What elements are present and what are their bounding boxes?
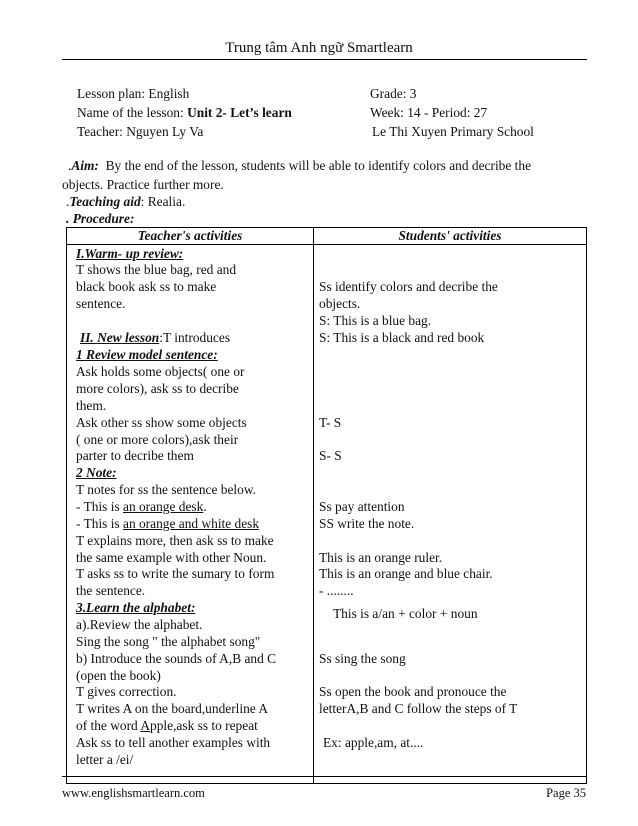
student-line: Ss open the book and pronouce the: [319, 684, 507, 699]
teaching-aid: .Teaching aid: Realia.: [66, 194, 186, 209]
new-lesson-title: II. New lesson: [80, 330, 160, 345]
student-line: - ........: [319, 583, 354, 598]
sentence-formula: This is a/an + color + noun: [333, 606, 478, 621]
teacher-line: them.: [76, 398, 107, 413]
new-lesson-heading: [80, 330, 230, 346]
alphabet-title: 3.Learn the alphabet:: [76, 600, 196, 615]
note-example-prefix: - This is: [76, 499, 123, 514]
teacher-line: ( one or more colors),ask their: [76, 432, 239, 447]
aim-line-2: objects. Practice further more.: [62, 177, 224, 192]
footer-divider: [62, 776, 587, 777]
teacher-line: a).Review the alphabet.: [76, 617, 203, 632]
lesson-name: [77, 105, 292, 121]
student-line: Ex: apple,am, at....: [323, 735, 424, 750]
note-example-underlined: an orange and white desk: [123, 516, 260, 531]
note-example-underlined: an orange desk: [123, 499, 204, 514]
footer-website: www.englishsmartlearn.com: [62, 786, 205, 800]
teacher-line: Ask ss to tell another examples with: [76, 735, 271, 750]
header-teacher-activities: Teacher's activities: [67, 228, 314, 245]
student-activities-cell: [314, 245, 587, 784]
teacher-line: Sing the song " the alphabet song": [76, 634, 261, 649]
procedure-label: . Procedure:: [66, 211, 135, 226]
teacher-name: Teacher: Nguyen Ly Va: [77, 124, 204, 139]
aim-label: Aim:: [71, 158, 99, 173]
teacher-line: T shows the blue bag, red and: [76, 262, 237, 277]
lesson-plan-label: Lesson plan: English: [77, 86, 190, 101]
alpha-word-prefix: of the word: [76, 718, 141, 733]
alpha-word-suffix: pple,ask ss to repeat: [150, 718, 258, 733]
teaching-aid-text: : Realia.: [140, 194, 186, 209]
student-line: Ss sing the song: [319, 651, 406, 666]
teacher-line: T explains more, then ask ss to make: [76, 533, 274, 548]
note-example-1: [76, 499, 207, 515]
note-example-suffix: .: [203, 499, 207, 514]
note-example-2: [76, 516, 259, 532]
teacher-activities-cell: [67, 245, 314, 784]
teacher-line: sentence.: [76, 296, 126, 311]
teacher-line: parter to decribe them: [76, 448, 194, 463]
table-row: [67, 245, 587, 784]
student-line: SS write the note.: [319, 516, 415, 531]
note-example-prefix: - This is: [76, 516, 123, 531]
student-line: S- S: [319, 448, 342, 463]
lesson-name-value: Unit 2- Let’s learn: [187, 105, 292, 120]
table-header-row: [67, 228, 587, 245]
page-header-title: Trung tâm Anh ngữ Smartlearn: [225, 40, 413, 56]
teacher-line: black book ask ss to make: [76, 279, 217, 294]
school-name: Le Thi Xuyen Primary School: [372, 124, 534, 139]
teacher-line: the sentence.: [76, 583, 146, 598]
teaching-aid-label: Teaching aid: [69, 194, 141, 209]
teacher-line: T notes for ss the sentence below.: [76, 482, 256, 497]
teacher-line: more colors), ask ss to decribe: [76, 381, 239, 396]
student-line: S: This is a black and red book: [319, 330, 485, 345]
teacher-line: b) Introduce the sounds of A,B and C: [76, 651, 277, 666]
warmup-title: I.Warm- up review:: [76, 246, 184, 261]
student-line: T- S: [319, 415, 342, 430]
student-line: Ss pay attention: [319, 499, 405, 514]
student-line: letterA,B and C follow the steps of T: [319, 701, 518, 716]
student-line: S: This is a blue bag.: [319, 313, 432, 328]
activities-table: [66, 227, 587, 784]
alpha-word-underlined: A: [140, 718, 151, 733]
aim-text-1: By the end of the lesson, students will be able to identify colors and decribe the: [105, 158, 532, 173]
teacher-line: T writes A on the board,underline A: [76, 701, 269, 716]
week-period-label: Week: 14 - Period: 27: [370, 105, 488, 120]
footer-page-number: Page 35: [546, 786, 586, 800]
header-student-activities: Students' activities: [314, 228, 587, 245]
note-title: 2 Note:: [76, 465, 117, 480]
student-line: This is an orange and blue chair.: [319, 566, 493, 581]
aim-line-1: .Aim: By the end of the lesson, students will be able to identify colors and decribe the: [68, 158, 532, 173]
teacher-line: Ask holds some objects( one or: [76, 364, 245, 379]
teacher-line: letter a /ei/: [76, 752, 134, 767]
lesson-name-prefix: Name of the lesson:: [77, 105, 188, 120]
header-divider: [62, 59, 587, 60]
student-line: Ss identify colors and decribe the: [319, 279, 498, 294]
new-lesson-rest: :T introduces: [159, 330, 231, 345]
teacher-line: (open the book): [76, 668, 161, 683]
teacher-line: Ask other ss show some objects: [76, 415, 247, 430]
grade-label: Grade: 3: [370, 86, 417, 101]
student-line: objects.: [319, 296, 361, 311]
alpha-word-example: [76, 718, 258, 734]
student-line: This is an orange ruler.: [319, 550, 443, 565]
teacher-line: the same example with other Noun.: [76, 550, 267, 565]
teacher-line: T gives correction.: [76, 684, 177, 699]
teacher-line: T asks ss to write the sumary to form: [76, 566, 275, 581]
review-title: 1 Review model sentence:: [76, 347, 218, 362]
